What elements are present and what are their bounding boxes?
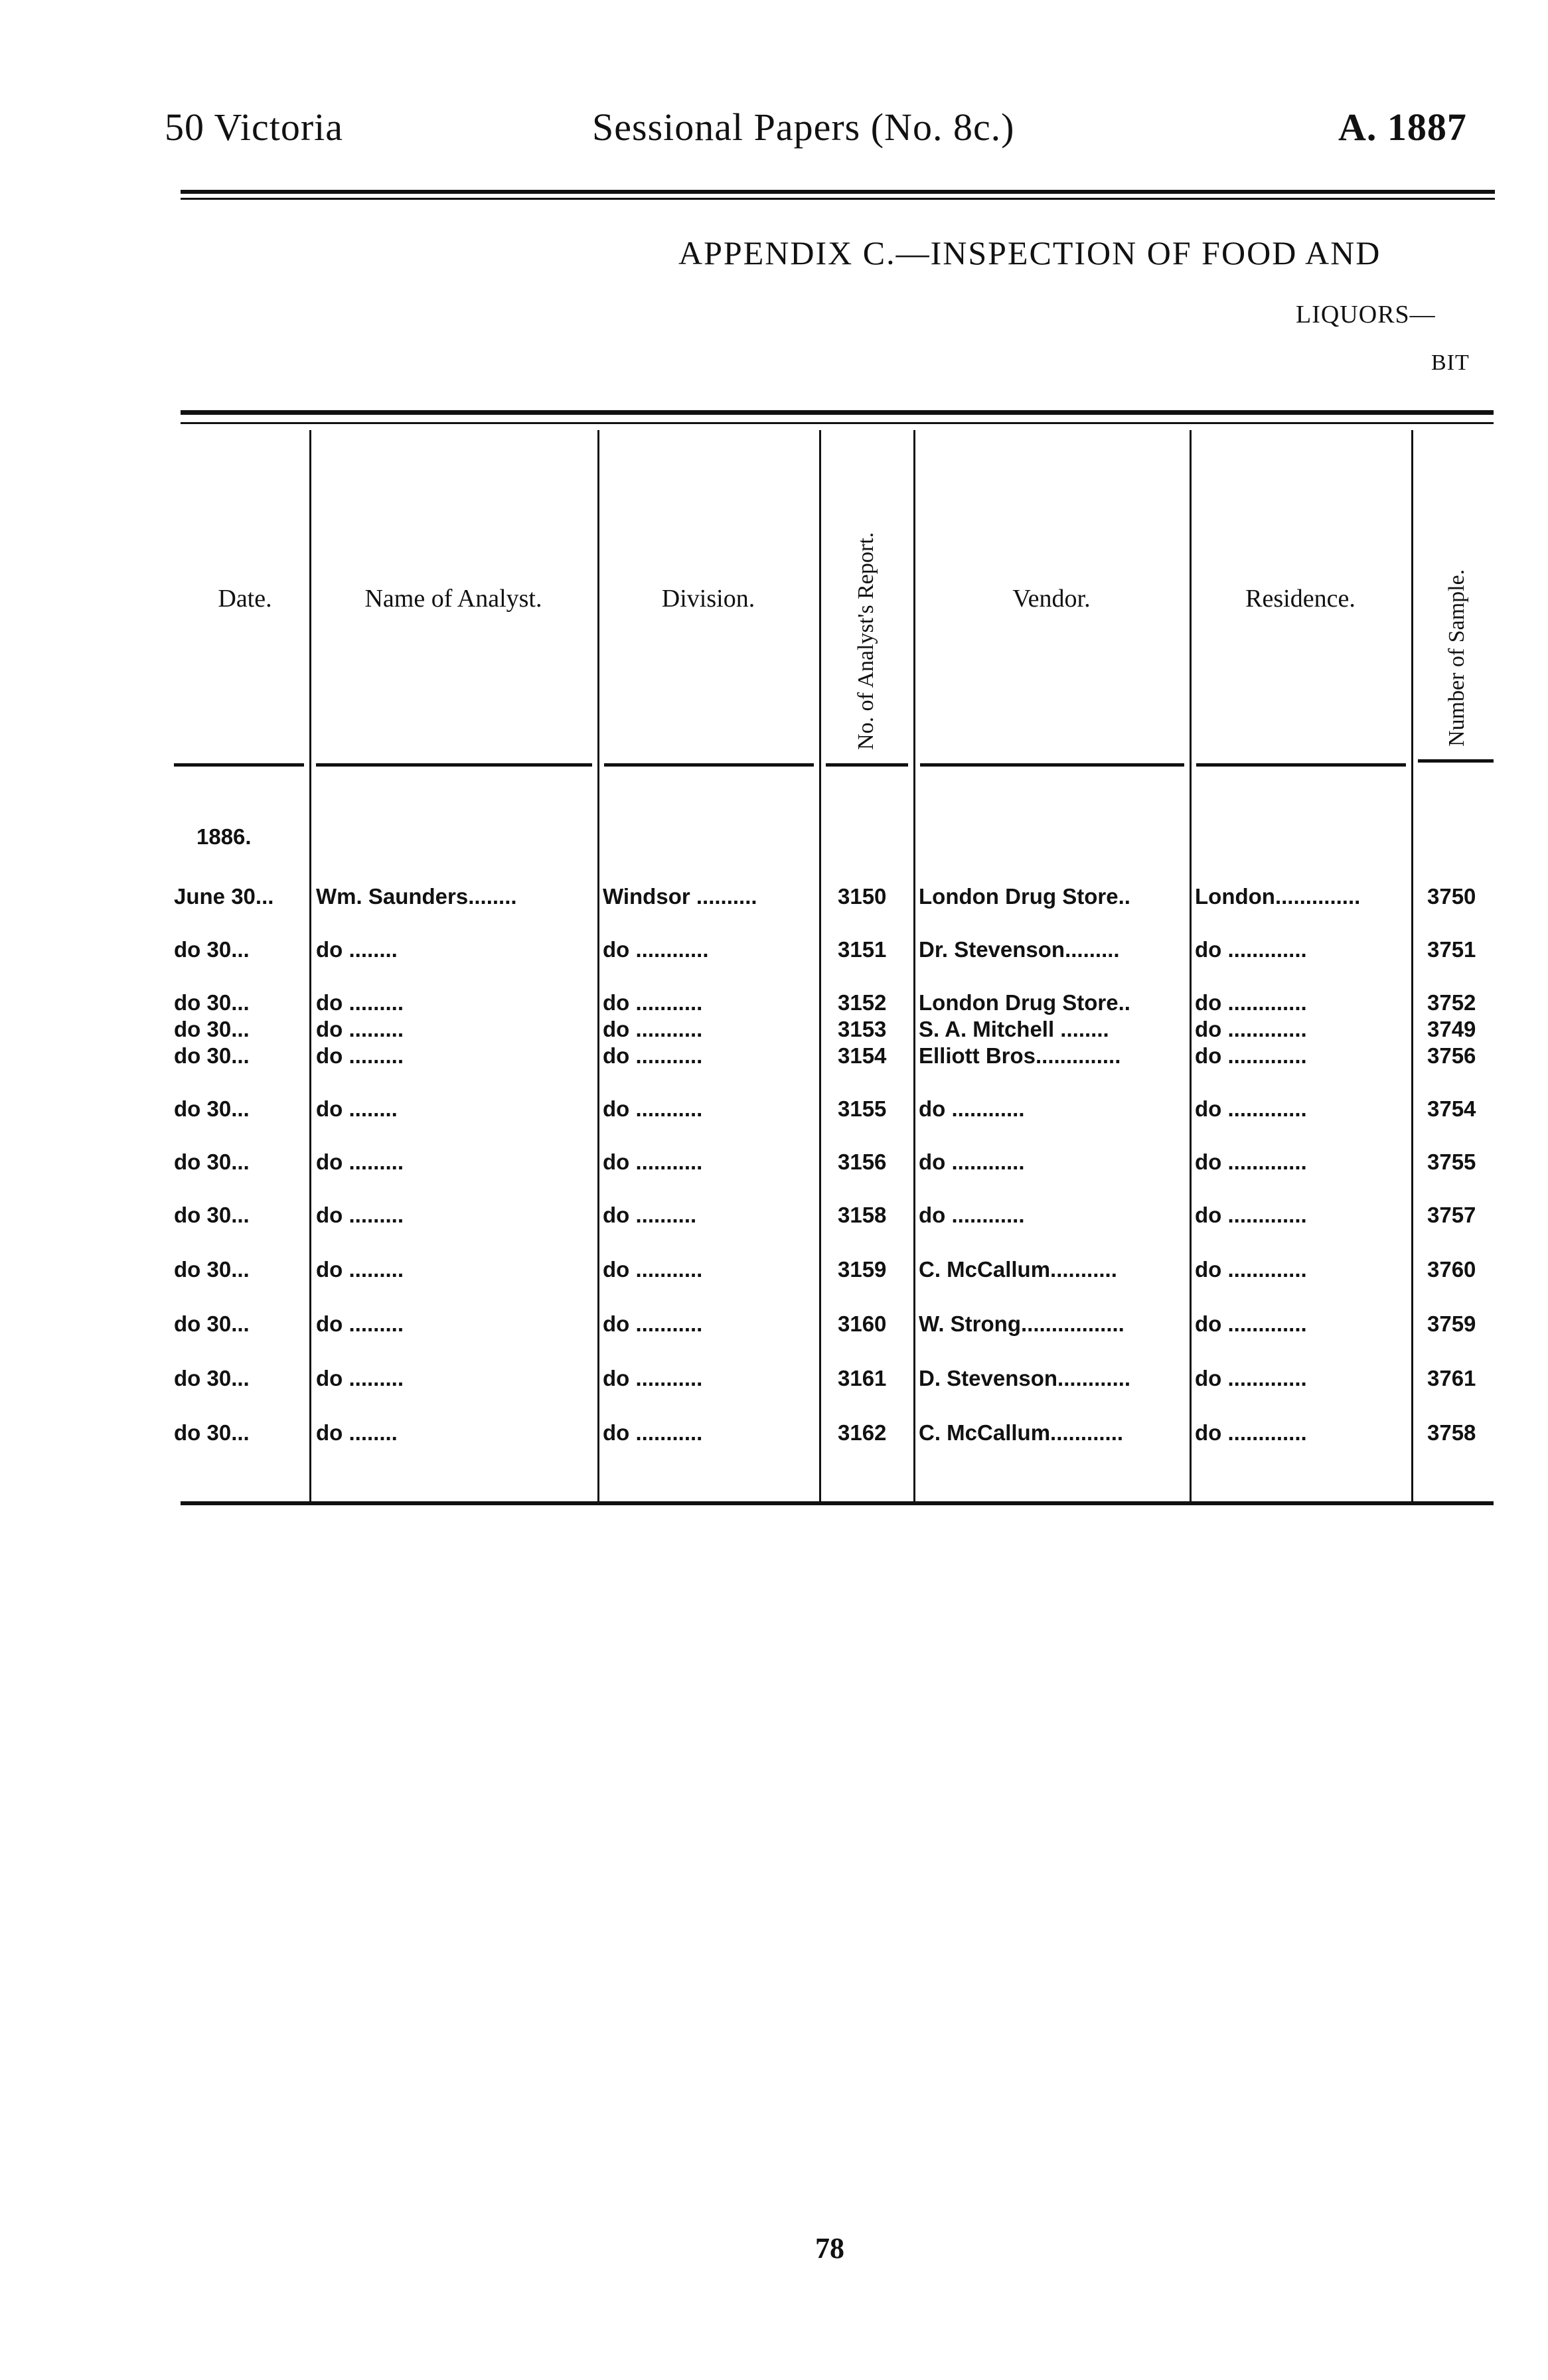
cell-residence: do .............	[1195, 1203, 1307, 1227]
cell-division: do ...........	[603, 1150, 703, 1174]
cell-report: 3156	[838, 1150, 887, 1174]
header-underline	[604, 763, 814, 767]
appendix-title: APPENDIX C.—INSPECTION OF FOOD AND	[678, 234, 1381, 271]
cell-sample: 3756	[1427, 1043, 1476, 1068]
cell-date: do 30...	[174, 937, 250, 962]
page-number: 78	[815, 2232, 844, 2265]
year-label: 1886.	[196, 824, 252, 849]
header-volume: 50 Victoria	[165, 106, 343, 149]
appendix-subtitle-cont: BIT	[1431, 350, 1470, 375]
cell-vendor: do ............	[919, 1203, 1025, 1227]
cell-residence: do .............	[1195, 1043, 1307, 1068]
cell-sample: 3755	[1427, 1150, 1476, 1174]
cell-sample: 3759	[1427, 1311, 1476, 1336]
column-header-vendor: Vendor.	[1012, 585, 1091, 613]
cell-vendor: C. McCallum...........	[919, 1257, 1117, 1282]
cell-sample: 3757	[1427, 1203, 1476, 1227]
cell-sample: 3752	[1427, 990, 1476, 1015]
cell-analyst: do .........	[316, 1017, 404, 1041]
table-top-rule-thin	[181, 422, 1494, 424]
column-header-division: Division.	[661, 585, 755, 613]
cell-date: June 30...	[174, 884, 274, 909]
cell-analyst: do ........	[316, 1420, 398, 1445]
cell-analyst: do .........	[316, 1150, 404, 1174]
cell-division: do ...........	[603, 1257, 703, 1282]
cell-vendor: S. A. Mitchell ........	[919, 1017, 1109, 1041]
cell-date: do 30...	[174, 1043, 250, 1068]
header-underline	[174, 763, 304, 767]
cell-division: Windsor ..........	[603, 884, 757, 909]
cell-analyst: do .........	[316, 1257, 404, 1282]
cell-analyst: do ........	[316, 1096, 398, 1121]
cell-vendor: C. McCallum............	[919, 1420, 1124, 1445]
header-underline	[316, 763, 592, 767]
cell-vendor: Dr. Stevenson.........	[919, 937, 1120, 962]
column-header-residence: Residence.	[1245, 585, 1355, 613]
cell-date: do 30...	[174, 990, 250, 1015]
cell-analyst: Wm. Saunders........	[316, 884, 517, 909]
cell-report: 3152	[838, 990, 887, 1015]
cell-division: do ...........	[603, 1366, 703, 1390]
column-header-sample: Number of Sample.	[1444, 569, 1469, 747]
cell-sample: 3749	[1427, 1017, 1476, 1041]
header-underline	[920, 763, 1184, 767]
column-header-date: Date.	[218, 585, 272, 613]
cell-vendor: D. Stevenson............	[919, 1366, 1131, 1390]
cell-residence: do .............	[1195, 990, 1307, 1015]
cell-sample: 3760	[1427, 1257, 1476, 1282]
cell-vendor: do ............	[919, 1096, 1025, 1121]
table-top-rule	[181, 410, 1494, 415]
cell-date: do 30...	[174, 1017, 250, 1041]
cell-report: 3150	[838, 884, 887, 909]
cell-residence: do .............	[1195, 1150, 1307, 1174]
cell-date: do 30...	[174, 1420, 250, 1445]
cell-sample: 3758	[1427, 1420, 1476, 1445]
cell-residence: do .............	[1195, 1420, 1307, 1445]
cell-residence: London..............	[1195, 884, 1361, 909]
column-header-report: No. of Analyst's Report.	[854, 532, 878, 750]
table-bottom-rule	[181, 1501, 1494, 1505]
header-year: A. 1887	[1338, 106, 1467, 149]
cell-division: do ..........	[603, 1203, 697, 1227]
cell-report: 3153	[838, 1017, 887, 1041]
cell-vendor: do ............	[919, 1150, 1025, 1174]
column-divider	[1411, 430, 1413, 1505]
cell-residence: do .............	[1195, 1311, 1307, 1336]
cell-report: 3159	[838, 1257, 887, 1282]
cell-sample: 3761	[1427, 1366, 1476, 1390]
appendix-subtitle: LIQUORS—	[1296, 301, 1436, 329]
cell-date: do 30...	[174, 1257, 250, 1282]
header-rule	[181, 190, 1495, 194]
header-underline	[826, 763, 908, 767]
cell-residence: do .............	[1195, 1366, 1307, 1390]
cell-report: 3162	[838, 1420, 887, 1445]
cell-analyst: do .........	[316, 1311, 404, 1336]
cell-report: 3154	[838, 1043, 887, 1068]
column-divider	[819, 430, 821, 1505]
header-series: Sessional Papers (No. 8c.)	[592, 106, 1015, 149]
cell-report: 3160	[838, 1311, 887, 1336]
cell-analyst: do .........	[316, 1366, 404, 1390]
cell-division: do ...........	[603, 1096, 703, 1121]
cell-division: do ...........	[603, 1311, 703, 1336]
cell-residence: do .............	[1195, 1096, 1307, 1121]
cell-analyst: do .........	[316, 1203, 404, 1227]
cell-date: do 30...	[174, 1366, 250, 1390]
cell-division: do ...........	[603, 1420, 703, 1445]
cell-division: do ...........	[603, 1043, 703, 1068]
cell-sample: 3751	[1427, 937, 1476, 962]
cell-report: 3155	[838, 1096, 887, 1121]
cell-sample: 3750	[1427, 884, 1476, 909]
header-underline	[1418, 759, 1494, 763]
cell-division: do ...........	[603, 1017, 703, 1041]
header-rule-thin	[181, 198, 1495, 200]
cell-report: 3158	[838, 1203, 887, 1227]
cell-vendor: London Drug Store..	[919, 884, 1130, 909]
cell-vendor: London Drug Store..	[919, 990, 1130, 1015]
cell-date: do 30...	[174, 1203, 250, 1227]
cell-residence: do .............	[1195, 937, 1307, 962]
cell-date: do 30...	[174, 1096, 250, 1121]
cell-date: do 30...	[174, 1311, 250, 1336]
cell-residence: do .............	[1195, 1257, 1307, 1282]
cell-division: do ...........	[603, 990, 703, 1015]
cell-vendor: W. Strong.................	[919, 1311, 1124, 1336]
column-header-analyst: Name of Analyst.	[364, 585, 542, 613]
cell-analyst: do .........	[316, 990, 404, 1015]
cell-date: do 30...	[174, 1150, 250, 1174]
cell-analyst: do .........	[316, 1043, 404, 1068]
cell-vendor: Elliott Bros..............	[919, 1043, 1121, 1068]
cell-division: do ............	[603, 937, 709, 962]
cell-report: 3151	[838, 937, 887, 962]
cell-report: 3161	[838, 1366, 887, 1390]
cell-sample: 3754	[1427, 1096, 1476, 1121]
cell-analyst: do ........	[316, 937, 398, 962]
header-underline	[1196, 763, 1406, 767]
cell-residence: do .............	[1195, 1017, 1307, 1041]
